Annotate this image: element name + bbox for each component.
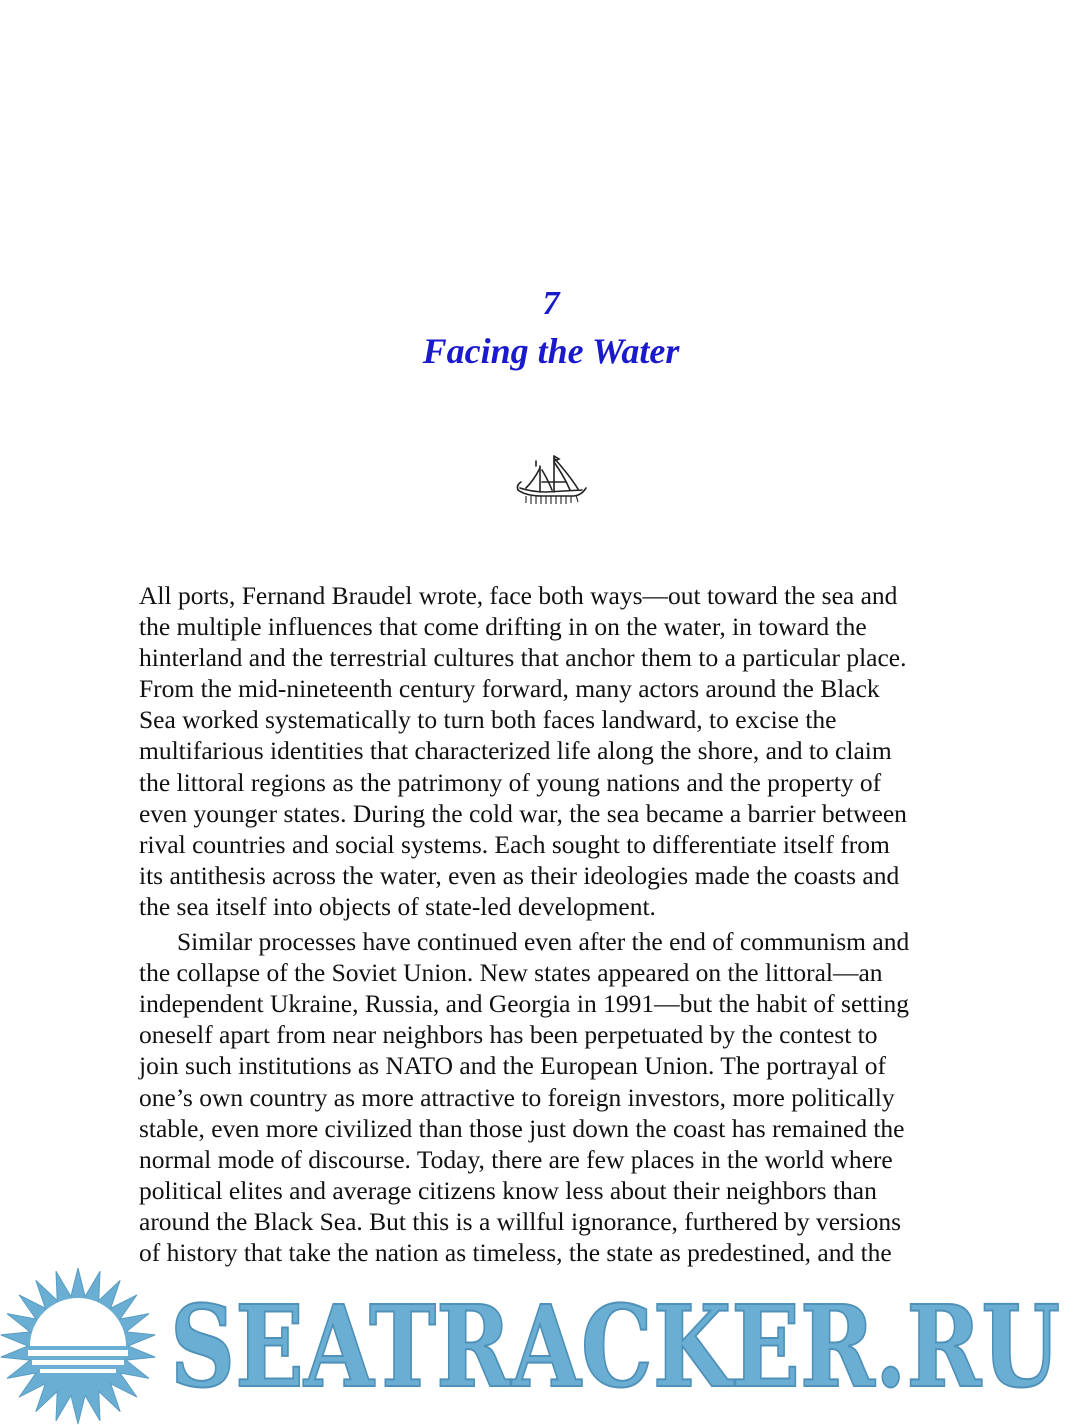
- text-line: of history that take the nation as timeless, the state as predestined, and the: [139, 1237, 892, 1267]
- text-line: around the Black Sea. But this is a willful ignorance, furthered by versions: [139, 1206, 901, 1236]
- text-line: stable, even more civilized than those just down the coast has remained the: [139, 1113, 905, 1143]
- text-line: one’s own country as more attractive to foreign investors, more politically: [139, 1082, 895, 1112]
- text-line: independent Ukraine, Russia, and Georgia in 1991—but the habit of setting: [139, 989, 910, 1019]
- galley-ship-icon: [512, 452, 592, 510]
- text-line: the littoral regions as the patrimony of young nations and the property of: [139, 767, 882, 797]
- text-line: its antithesis across the water, even as their ideologies made the coasts and: [139, 860, 900, 890]
- text-line: Sea worked systematically to turn both faces landward, to excise the: [139, 705, 837, 735]
- text-line: multifarious identities that characterized life along the shore, and to claim: [139, 736, 892, 766]
- chapter-heading: [0, 282, 1080, 376]
- text-line: the sea itself into objects of state-led development.: [139, 891, 656, 921]
- text-line: oneself apart from near neighbors has been perpetuated by the contest to: [139, 1020, 878, 1050]
- chapter-title: Facing the Water: [422, 331, 680, 371]
- chapter-number: 7: [542, 285, 560, 322]
- text-line: All ports, Fernand Braudel wrote, face both ways—out toward the sea and: [139, 581, 898, 610]
- sunburst-logo-icon: [1, 1268, 155, 1424]
- text-line: Similar processes have continued even after the end of communism and: [177, 927, 910, 957]
- text-line: even younger states. During the cold war, the sea became a barrier between: [139, 798, 907, 828]
- body-text: [139, 580, 969, 1268]
- text-line: hinterland and the terrestrial cultures that anchor them to a particular place.: [139, 643, 907, 673]
- text-line: join such institutions as NATO and the European Union. The portrayal of: [139, 1051, 886, 1081]
- watermark-text: SEATRACKER.RU: [170, 1282, 1060, 1413]
- watermark: [0, 1262, 1080, 1425]
- paragraph: [139, 580, 969, 922]
- text-line: the collapse of the Soviet Union. New states appeared on the littoral—an: [139, 958, 883, 988]
- text-line: normal mode of discourse. Today, there are few places in the world where: [139, 1144, 893, 1174]
- text-line: the multiple influences that come drifting in on the water, in toward the: [139, 612, 867, 642]
- text-line: political elites and average citizens know less about their neighbors than: [139, 1175, 877, 1205]
- text-line: From the mid-nineteenth century forward, many actors around the Black: [139, 674, 880, 704]
- paragraph: [139, 926, 969, 1268]
- text-line: rival countries and social systems. Each sought to differentiate itself from: [139, 829, 890, 859]
